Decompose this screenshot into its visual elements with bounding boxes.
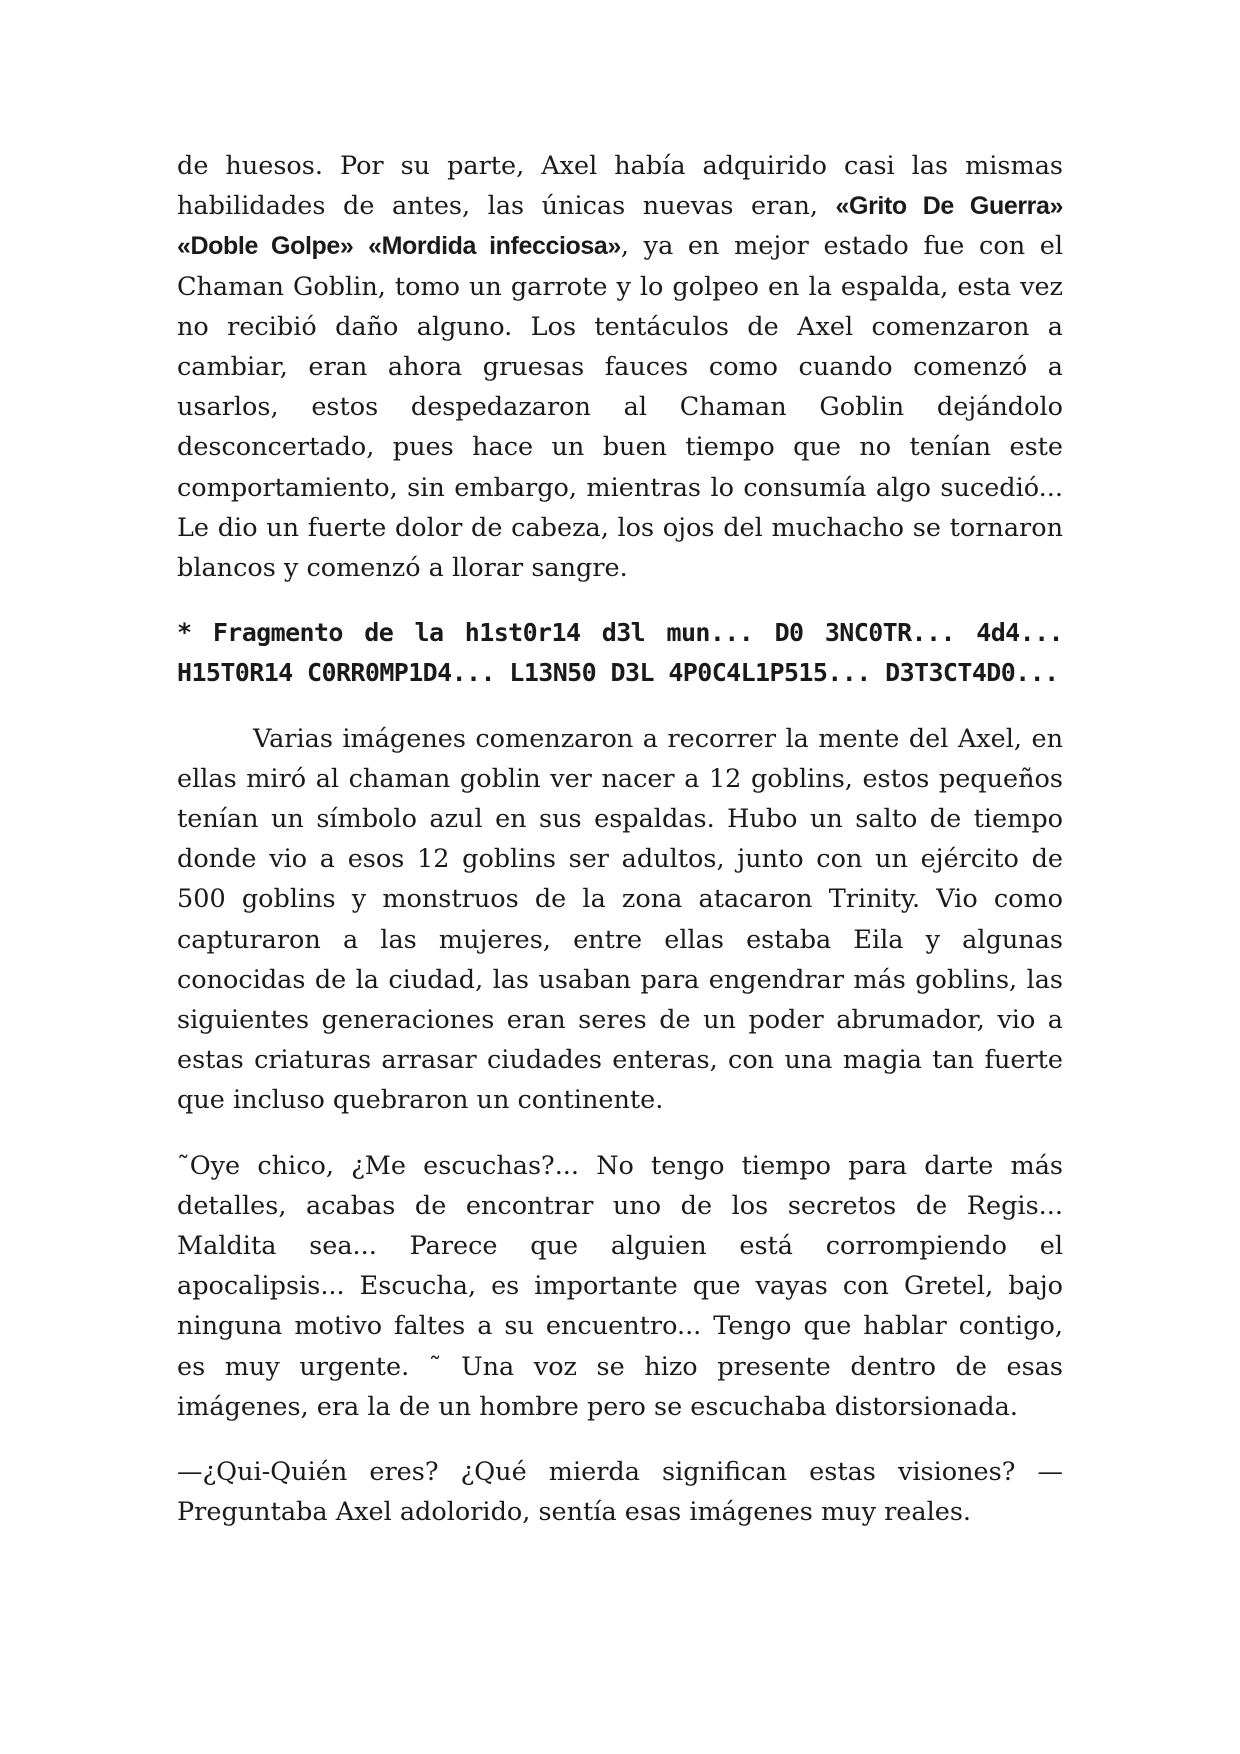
corrupted-fragment: * Fragmento de la h1st0r14 d3l mun... D0 3NC0TR... 4d4... H15T0R14 C0RR0MP1D4... L13N50 D3L 4P0C4L1P515... D3T3CT4D0... bbox=[177, 618, 1063, 688]
paragraph-text: de huesos. Por su parte, Axel había adquirido casi las mismas habilidades de antes, las únicas nuevas eran, bbox=[177, 151, 1063, 222]
book-page bbox=[177, 146, 1063, 1558]
skill-double-strike: «Doble Golpe» bbox=[177, 232, 354, 261]
paragraph-text: , ya en mejor estado fue con el Chaman Goblin, tomo un garrote y lo golpeo en la espalda, esta vez no recibió daño alguno. Los tentáculos de Axel comenzaron a cambiar, eran ahora gruesas fauces como cuando comenzó a usarlos, estos despedazaron al Chaman Goblin dejándolo desconcertado, pues hace un buen tiempo que no tenían este comportamiento, sin embargo, mientras lo consumía algo sucedió... Le dio un fuerte dolor de cabeza, los ojos del muchacho se tornaron blancos y comenzó a llorar sangre. bbox=[177, 231, 1064, 584]
paragraph-dialogue: —¿Qui-Quién eres? ¿Qué mierda significan estas visiones? —Preguntaba Axel adolorido, sentía esas imágenes muy reales. bbox=[177, 1457, 1063, 1528]
skill-infectious-bite: «Mordida infecciosa» bbox=[368, 232, 621, 261]
paragraph-skills bbox=[177, 146, 1063, 588]
paragraph-mysterious-voice: ˜Oye chico, ¿Me escuchas?... No tengo tiempo para darte más detalles, acabas de encontrar uno de los secretos de Regis... Maldita sea... Parece que alguien está corrompiendo el apocalipsis... Escucha, es importante que vayas con Gretel, bajo ninguna motivo faltes a su encuentro... Tengo que hablar contigo, es muy urgente. ˜ Una voz se hizo presente dentro de esas imágenes, era la de un hombre pero se escuchaba distorsionada. bbox=[177, 1150, 1063, 1422]
skill-battle-cry: «Grito De Guerra» bbox=[835, 192, 1063, 221]
paragraph-visions: Varias imágenes comenzaron a recorrer la mente del Axel, en ellas miró al chaman goblin ver nacer a 12 goblins, estos pequeños tenían un símbolo azul en sus espaldas. Hubo un salto de tiempo donde vio a esos 12 goblins ser adultos, junto con un ejército de 500 goblins y monstruos de la zona atacaron Trinity. Vio como capturaron a las mujeres, entre ellas estaba Eila y algunas conocidas de la ciudad, las usaban para engendrar más goblins, las siguientes generaciones eran seres de un poder abrumador, vio a estas criaturas arrasar ciudades enteras, con una magia tan fuerte que incluso quebraron un continente. bbox=[177, 723, 1063, 1116]
